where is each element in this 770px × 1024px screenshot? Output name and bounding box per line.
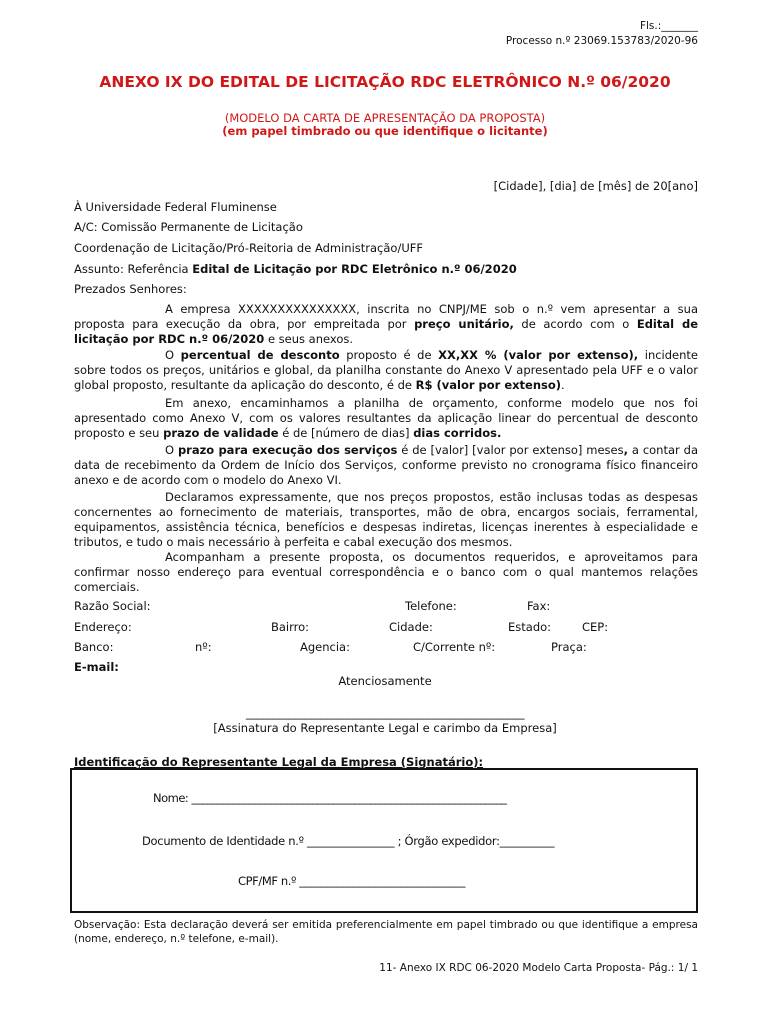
field-razao-social: Razão Social: (74, 599, 151, 613)
field-agencia: Agencia: (300, 640, 350, 654)
recipient: À Universidade Federal Fluminense (74, 200, 277, 214)
subject-line (74, 262, 517, 276)
field-praca: Praça: (551, 640, 587, 654)
signature-caption: [Assinatura do Representante Legal e carimbo da Empresa] (213, 721, 557, 735)
folhas-field: Fls.:_______ (639, 20, 698, 32)
paragraph-proposal: A empresa XXXXXXXXXXXXXXX, inscrita no CNPJ/ME sob o n.º vem apresentar a sua proposta para execução da obra, por empreitada por preço unitário, de acordo com o Edital de licitação por RDC n.º 06/2020 e seus anexos. (74, 302, 698, 346)
field-bairro: Bairro: (271, 620, 310, 634)
attention-line: A/C: Comissão Permanente de Licitação (74, 220, 303, 234)
field-email: E-mail: (74, 660, 119, 674)
document-subtitle: (MODELO DA CARTA DE APRESENTAÇÃO DA PROPOSTA) (224, 111, 546, 125)
paragraph-declaration: Declaramos expressamente, que nos preços propostos, estão inclusas todas as despesas concernentes ao fornecimento de materiais, transportes, mão de obra, encargos sociais, ferramental, equipamentos, assistência técnica, benefícios e despesas indiretas, licenças inerentes à especialidade e tributos, e tudo o mais necessário à perfeita e cabal execução dos mesmos. (74, 490, 698, 549)
paragraph-deadline: O prazo para execução dos serviços é de [valor] [valor por extenso] meses, a contar da data de recebimento da Ordem de Início dos Serviços, conforme previsto no cronograma físico financeiro anexo e de acordo com o modelo do Anexo VI. (74, 443, 698, 487)
field-estado: Estado: (508, 620, 552, 634)
signatory-name-field: Nome: ____________________________________________________________ (153, 791, 507, 805)
signature-line: ____________________________________________________ (245, 706, 525, 720)
subject-label: Assunto: Referência (74, 262, 193, 276)
subject-reference: Edital de Licitação por RDC Eletrônico n.º 06/2020 (192, 262, 517, 276)
field-endereco: Endereço: (74, 620, 132, 634)
paragraph-annex: Em anexo, encaminhamos a planilha de orçamento, conforme modelo que nos foi apresentado como Anexo V, com os valores resultantes da aplicação linear do percentual de desconto proposto e seu prazo de validade é de [número de dias] dias corridos. (74, 396, 698, 440)
field-cidade: Cidade: (389, 620, 433, 634)
document-subtitle-note: (em papel timbrado ou que identifique o licitante) (222, 124, 548, 138)
salutation: Prezados Senhores: (74, 282, 187, 296)
signatory-id-field: Documento de Identidade n.º ________________ ; Órgão expedidor:__________ (142, 834, 555, 848)
process-number: Processo n.º 23069.153783/2020-96 (505, 35, 698, 47)
page-footer: 11- Anexo IX RDC 06-2020 Modelo Carta Proposta- Pág.: 1/ 1 (379, 962, 698, 974)
observation-note: Observação: Esta declaração deverá ser emitida preferencialmente em papel timbrado ou que identifique a empresa (nome, endereço, n.º telefone, e-mail). (74, 919, 698, 945)
paragraph-attachments: Acompanham a presente proposta, os documentos requeridos, e aproveitamos para confirmar nosso endereço para eventual correspondência e o banco com o qual mantemos relações comerciais. (74, 550, 698, 594)
field-numero: nº: (195, 640, 212, 654)
signatory-cpf-field: CPF/MF n.º _______________________________ (238, 874, 466, 888)
field-banco: Banco: (74, 640, 114, 654)
closing: Atenciosamente (338, 674, 432, 688)
field-cep: CEP: (582, 620, 609, 634)
field-fax: Fax: (527, 599, 551, 613)
date-line: [Cidade], [dia] de [mês] de 20[ano] (493, 179, 698, 193)
field-conta-corrente: C/Corrente nº: (413, 640, 496, 654)
document-title: ANEXO IX DO EDITAL DE LICITAÇÃO RDC ELETRÔNICO N.º 06/2020 (99, 73, 671, 91)
field-telefone: Telefone: (405, 599, 457, 613)
identification-title: Identificação do Representante Legal da Empresa (Signatário): (74, 755, 484, 769)
coordination-line: Coordenação de Licitação/Pró-Reitoria de Administração/UFF (74, 241, 423, 255)
paragraph-discount: O percentual de desconto proposto é de XX,XX % (valor por extenso), incidente sobre todos os preços, unitários e global, da planilha constante do Anexo V apresentado pela UFF e o valor global proposto, resultante da aplicação do desconto, é de R$ (valor por extenso). (74, 348, 698, 392)
